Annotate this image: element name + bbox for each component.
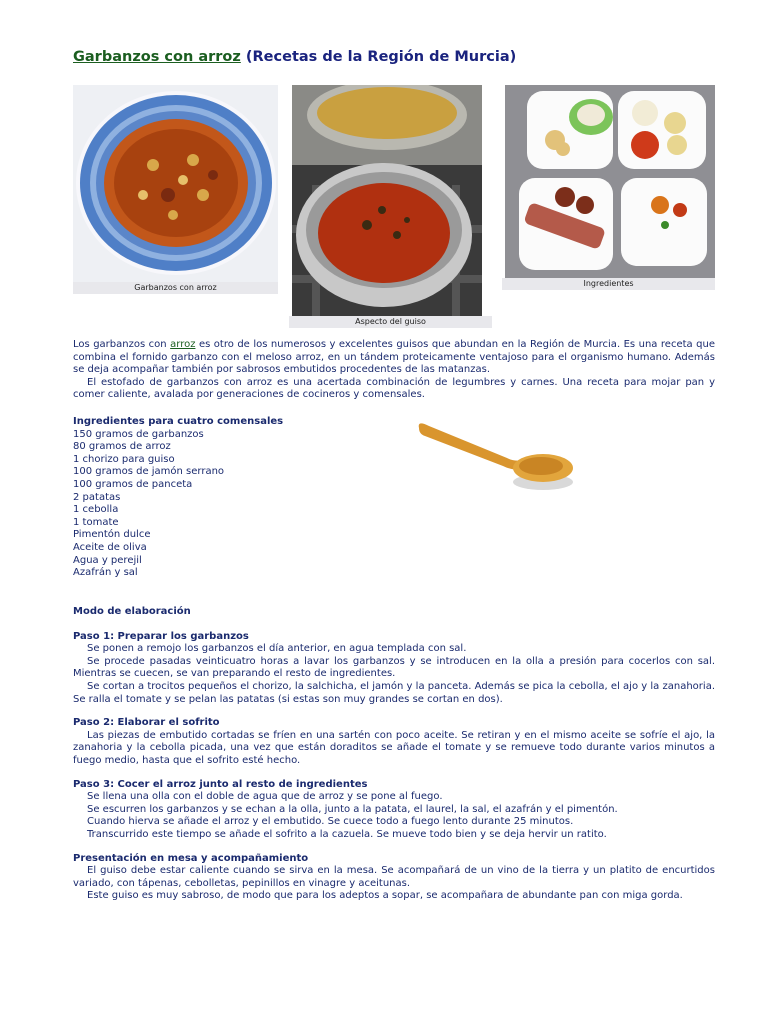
- ingredients-section: [73, 416, 413, 580]
- list-item: 1 tomate: [73, 516, 119, 528]
- page-title: [73, 49, 516, 65]
- wooden-spoon-illustration: [415, 418, 580, 496]
- step-3-text: Transcurrido este tiempo se añade el sofrito a la cazuela. Se mueve todo bien y se deja hervir un ratito.: [87, 828, 607, 840]
- step-2-title: Paso 2: Elaborar el sofrito: [73, 717, 220, 729]
- step-3-text: Se escurren los garbanzos y se echan a la olla, junto a la patata, el laurel, la sal, el azafrán y el pimentón.: [87, 803, 618, 815]
- step-3-text: Cuando hierva se añade el arroz y el embutido. Se cuece todo a fuego lento durante 25 minutos.: [87, 816, 574, 828]
- presentation-text: El guiso debe estar caliente cuando se sirva en la mesa. Se acompañará de un vino de la tierra y un platito de encurtidos variado, con tápenas, cebolletas, pepinillos en vinagre y aceitunas.: [73, 865, 715, 889]
- pot-caption: Aspecto del guiso: [289, 316, 492, 328]
- method-section: [73, 606, 715, 903]
- intro-section: [73, 339, 715, 402]
- title-link[interactable]: Garbanzos con arroz: [73, 49, 241, 65]
- title-subtitle: (Recetas de la Región de Murcia): [245, 49, 517, 65]
- presentation-text: Este guiso es muy sabroso, de modo que para los adeptos a sopar, se acompañara de abundante pan con miga gorda.: [87, 890, 683, 902]
- ingredients-caption: Ingredientes: [502, 278, 715, 290]
- step-3-title: Paso 3: Cocer el arroz junto al resto de ingredientes: [73, 778, 368, 790]
- ingredients-heading: Ingredientes para cuatro comensales: [73, 416, 284, 427]
- list-item: 2 patatas: [73, 491, 121, 503]
- plate-caption: Garbanzos con arroz: [73, 282, 278, 294]
- ingredients-photo: [505, 85, 715, 278]
- step-2-text: Las piezas de embutido cortadas se fríen en una sartén con poco aceite. Se retiran y en el mismo aceite se sofríe el ajo, la zanahoria y la cebolla picada, una vez que están doraditos se añade el tomate y se remueve todo durante varios minutos a fuego medio, hasta que el sofrito esté hecho.: [73, 729, 715, 766]
- list-item: 1 chorizo para guiso: [73, 453, 175, 465]
- list-item: Agua y perejil: [73, 554, 142, 566]
- step-1-text: Se procede pasadas veinticuatro horas a lavar los garbanzos y se introducen en la olla a presión para cocerlos con sal. Mientras se cuecen, se van preparando el resto de ingredientes.: [73, 655, 715, 680]
- list-item: Azafrán y sal: [73, 567, 138, 579]
- step-1-text: Se ponen a remojo los garbanzos el día anterior, en agua templada con sal.: [87, 643, 467, 655]
- intro-paragraph-1: Los garbanzos con arroz es otro de los numerosos y excelentes guisos que abundan en la Región de Murcia. Es una receta que combina el fornido garbanzo con el meloso arroz, en un tándem proteicamente ventajoso para el organismo humano. Además se deja acompañar también por sabrosos embutidos procedentes de las matanzas.: [73, 339, 715, 376]
- intro-paragraph-2: El estofado de garbanzos con arroz es una acertada combinación de legumbres y carnes. Una receta para mojar pan y comer caliente, avalada por generaciones de cocineros y comensales.: [73, 376, 715, 401]
- list-item: Pimentón dulce: [73, 529, 151, 541]
- list-item: 1 cebolla: [73, 504, 119, 516]
- plate-photo: [73, 85, 278, 282]
- pot-photo: [292, 85, 482, 316]
- list-item: 80 gramos de arroz: [73, 441, 171, 453]
- list-item: 150 gramos de garbanzos: [73, 428, 204, 440]
- step-1-text: Se cortan a trocitos pequeños el chorizo, la salchicha, el jamón y la panceta. Además se pica la cebolla, el ajo y la zanahoria. Se ralla el tomate y se pelan las patatas (si estas son muy grandes se cortan en dos).: [73, 680, 715, 705]
- step-3-text: Se llena una olla con el doble de agua que de arroz y se pone al fuego.: [87, 791, 443, 803]
- step-1-title: Paso 1: Preparar los garbanzos: [73, 630, 249, 642]
- ingredients-list: [73, 429, 413, 580]
- presentation-title: Presentación en mesa y acompañamiento: [73, 852, 309, 864]
- method-heading: Modo de elaboración: [73, 606, 191, 617]
- arroz-link[interactable]: arroz: [170, 339, 196, 350]
- list-item: Aceite de oliva: [73, 541, 147, 553]
- list-item: 100 gramos de panceta: [73, 478, 193, 490]
- list-item: 100 gramos de jamón serrano: [73, 466, 225, 478]
